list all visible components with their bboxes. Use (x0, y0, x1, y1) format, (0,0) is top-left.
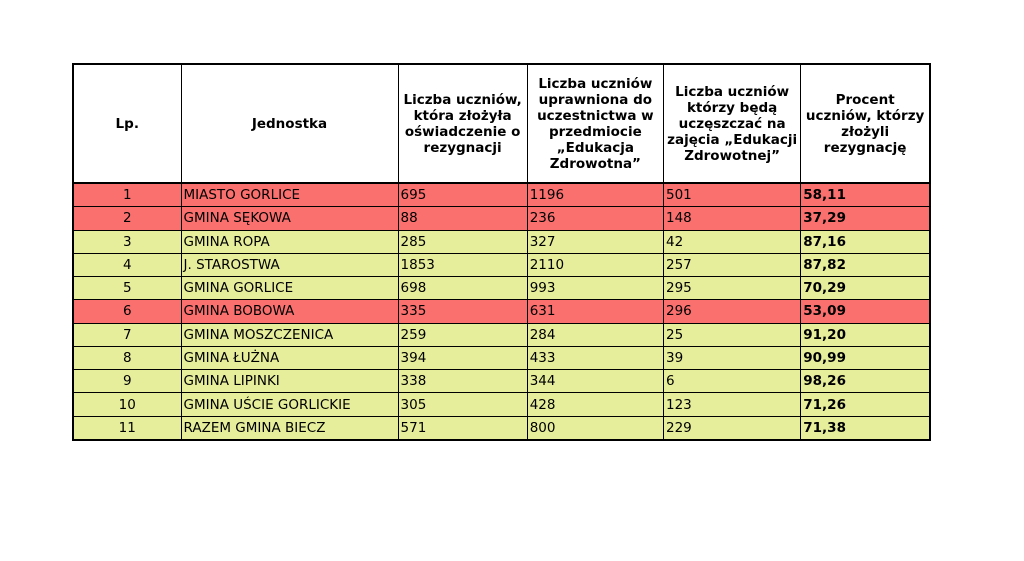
cell-percent: 71,26 (801, 393, 930, 416)
cell-unit: GMINA LIPINKI (181, 370, 398, 393)
cell-attending: 123 (663, 393, 800, 416)
cell-resigned: 394 (398, 346, 527, 369)
table-body (73, 183, 930, 440)
students-table (72, 63, 931, 441)
cell-unit: GMINA MOSZCZENICA (181, 323, 398, 346)
table-row (73, 230, 930, 253)
cell-unit: GMINA SĘKOWA (181, 207, 398, 230)
cell-eligible: 993 (527, 277, 663, 300)
cell-eligible: 631 (527, 300, 663, 323)
cell-unit: MIASTO GORLICE (181, 183, 398, 207)
cell-eligible: 284 (527, 323, 663, 346)
cell-unit: GMINA ŁUŻNA (181, 346, 398, 369)
cell-lp: 4 (73, 253, 181, 276)
cell-unit: RAZEM GMINA BIECZ (181, 416, 398, 440)
cell-resigned: 335 (398, 300, 527, 323)
cell-resigned: 88 (398, 207, 527, 230)
cell-unit: J. STAROSTWA (181, 253, 398, 276)
cell-lp: 7 (73, 323, 181, 346)
cell-attending: 295 (663, 277, 800, 300)
table-row (73, 370, 930, 393)
cell-percent: 87,82 (801, 253, 930, 276)
cell-percent: 58,11 (801, 183, 930, 207)
cell-percent: 91,20 (801, 323, 930, 346)
table-row (73, 277, 930, 300)
cell-percent: 90,99 (801, 346, 930, 369)
cell-eligible: 344 (527, 370, 663, 393)
header-row (73, 64, 930, 183)
cell-eligible: 428 (527, 393, 663, 416)
cell-eligible: 2110 (527, 253, 663, 276)
cell-resigned: 259 (398, 323, 527, 346)
cell-eligible: 433 (527, 346, 663, 369)
header-resigned: Liczba uczniów, która złożyła oświadczenie o rezygnacji (398, 64, 527, 183)
header-eligible: Liczba uczniów uprawniona do uczestnictwa w przedmiocie „Edukacja Zdrowotna” (527, 64, 663, 183)
table-row (73, 346, 930, 369)
cell-lp: 11 (73, 416, 181, 440)
cell-resigned: 305 (398, 393, 527, 416)
cell-resigned: 285 (398, 230, 527, 253)
cell-resigned: 338 (398, 370, 527, 393)
table-row (73, 183, 930, 207)
cell-attending: 25 (663, 323, 800, 346)
cell-attending: 229 (663, 416, 800, 440)
cell-resigned: 695 (398, 183, 527, 207)
table-row (73, 323, 930, 346)
cell-lp: 5 (73, 277, 181, 300)
header-percent: Procent uczniów, którzy złożyli rezygnację (801, 64, 930, 183)
cell-lp: 6 (73, 300, 181, 323)
header-unit: Jednostka (181, 64, 398, 183)
cell-lp: 9 (73, 370, 181, 393)
cell-percent: 71,38 (801, 416, 930, 440)
cell-lp: 1 (73, 183, 181, 207)
cell-eligible: 236 (527, 207, 663, 230)
cell-resigned: 698 (398, 277, 527, 300)
cell-attending: 148 (663, 207, 800, 230)
cell-eligible: 800 (527, 416, 663, 440)
table-row (73, 253, 930, 276)
cell-attending: 42 (663, 230, 800, 253)
table-row (73, 300, 930, 323)
cell-percent: 37,29 (801, 207, 930, 230)
cell-percent: 87,16 (801, 230, 930, 253)
cell-attending: 39 (663, 346, 800, 369)
header-attending: Liczba uczniów którzy będą uczęszczać na zajęcia „Edukacji Zdrowotnej” (663, 64, 800, 183)
table-row (73, 207, 930, 230)
cell-unit: GMINA UŚCIE GORLICKIE (181, 393, 398, 416)
cell-unit: GMINA BOBOWA (181, 300, 398, 323)
cell-resigned: 1853 (398, 253, 527, 276)
cell-attending: 257 (663, 253, 800, 276)
cell-attending: 501 (663, 183, 800, 207)
cell-attending: 296 (663, 300, 800, 323)
cell-eligible: 327 (527, 230, 663, 253)
cell-lp: 8 (73, 346, 181, 369)
cell-percent: 70,29 (801, 277, 930, 300)
table-row (73, 393, 930, 416)
cell-resigned: 571 (398, 416, 527, 440)
cell-percent: 53,09 (801, 300, 930, 323)
header-lp: Lp. (73, 64, 181, 183)
cell-percent: 98,26 (801, 370, 930, 393)
cell-unit: GMINA ROPA (181, 230, 398, 253)
cell-lp: 2 (73, 207, 181, 230)
table-container (72, 63, 931, 441)
table-row (73, 416, 930, 440)
cell-lp: 3 (73, 230, 181, 253)
cell-lp: 10 (73, 393, 181, 416)
cell-eligible: 1196 (527, 183, 663, 207)
cell-unit: GMINA GORLICE (181, 277, 398, 300)
cell-attending: 6 (663, 370, 800, 393)
